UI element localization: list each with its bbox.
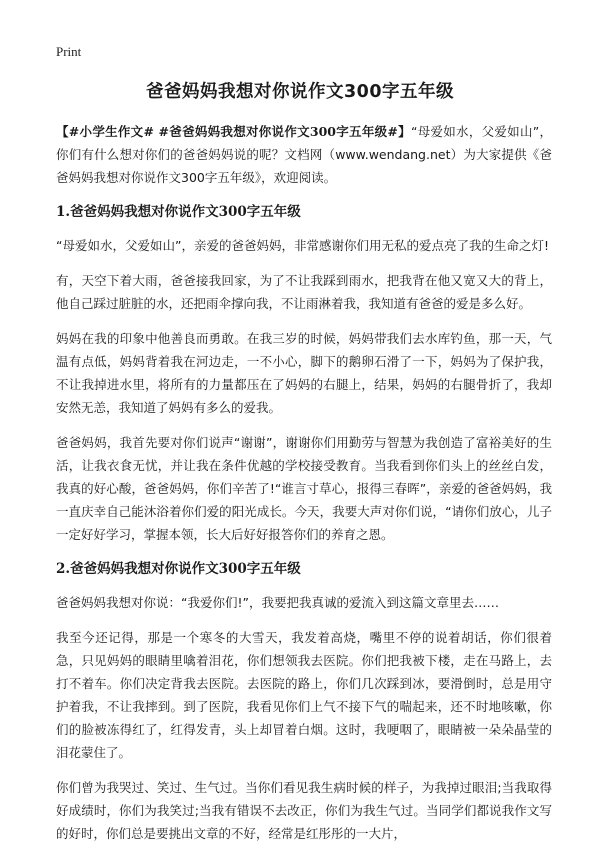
paragraph: 爸爸妈妈我想对你说：“我爱你们!”，我要把我真诚的爱流入到这篇文章里去……	[56, 595, 499, 610]
intro-tags: 【#小学生作文# #爸爸妈妈我想对你说作文300字五年级#】	[56, 124, 411, 139]
paragraph: 妈妈在我的印象中他善良而勇敢。在我三岁的时候，妈妈带我们去水库钓鱼，那一天，气温有点低，妈妈背着我在河边走，一不小心，脚下的鹅卵石滑了一下，妈妈为了保护我，不让我掉进水里，将所有的力量都压在了妈妈的右腿上，结果，妈妈的右腿骨折了，我却安然无恙，我知道了妈妈有多么的爱我。	[56, 331, 552, 415]
intro-paragraph	[56, 120, 552, 189]
page-title: 爸爸妈妈我想对你说作文300字五年级	[145, 82, 455, 102]
paragraph: 爸爸妈妈，我首先要对你们说声“谢谢”，谢谢你们用勤劳与智慧为我创造了富裕美好的生活，让我衣食无忧，并让我在条件优越的学校接受教育。当我看到你们头上的丝丝白发，我真的好心酸，爸爸妈妈，你们辛苦了!“谁言寸草心，报得三春晖”，亲爱的爸爸妈妈，我一直庆幸自己能沐浴着你们爱的阳光成长。今天，我要大声对你们说，“请你们放心，儿子一定好好学习，掌握本领，长大后好好报答你们的养育之恩。	[56, 435, 552, 542]
paragraph: 你们曾为我哭过、笑过、生气过。当你们看见我生病时候的样子，为我掉过眼泪;当我取得好成绩时，你们为我笑过;当我有错误不去改正，你们为我生气过。当同学们都说我作文写的好时，你们总是要挑出文章的不好，经常是红彤彤的一大片，	[56, 780, 552, 841]
print-label: Print	[56, 44, 82, 59]
section-heading: 2.爸爸妈妈我想对你说作文300字五年级	[56, 561, 301, 577]
intro-text: “母爱如水，父爱如山”，你们有什么想对你们的爸爸妈妈说的呢？文档网（www.wendang.net）为大家提供《爸爸妈妈我想对你说作文300字五年级》，欢迎阅读。	[56, 124, 553, 185]
paragraph: 我至今还记得，那是一个寒冬的大雪天，我发着高烧，嘴里不停的说着胡话，你们很着急，只见妈妈的眼睛里噙着泪花，你们想领我去医院。你们把我被下楼，走在马路上，去打不着车。你们决定背我去医院。去医院的路上，你们几次踩到冰，要滑倒时，总是用守护着我，不让我摔到。到了医院，我看见你们上气不接下气的喘起来，还不时地咳嗽，你们的脸被冻得红了，红得发青，头上却冒着白烟。这时，我哽咽了，眼睛被一朵朵晶莹的泪花蒙住了。	[56, 630, 552, 760]
article-body	[56, 120, 552, 857]
section-heading: 1.爸爸妈妈我想对你说作文300字五年级	[56, 204, 301, 220]
paragraph: “母爱如水，父爱如山”，亲爱的爸爸妈妈，非常感谢你们用无私的爱点亮了我的生命之灯!	[56, 238, 549, 253]
paragraph: 有，天空下着大雨，爸爸接我回家，为了不让我踩到雨水，把我背在他又宽又大的背上，他自己踩过脏脏的水，还把雨伞撑向我，不让雨淋着我，我知道有爸爸的爱是多么好。	[56, 273, 552, 311]
